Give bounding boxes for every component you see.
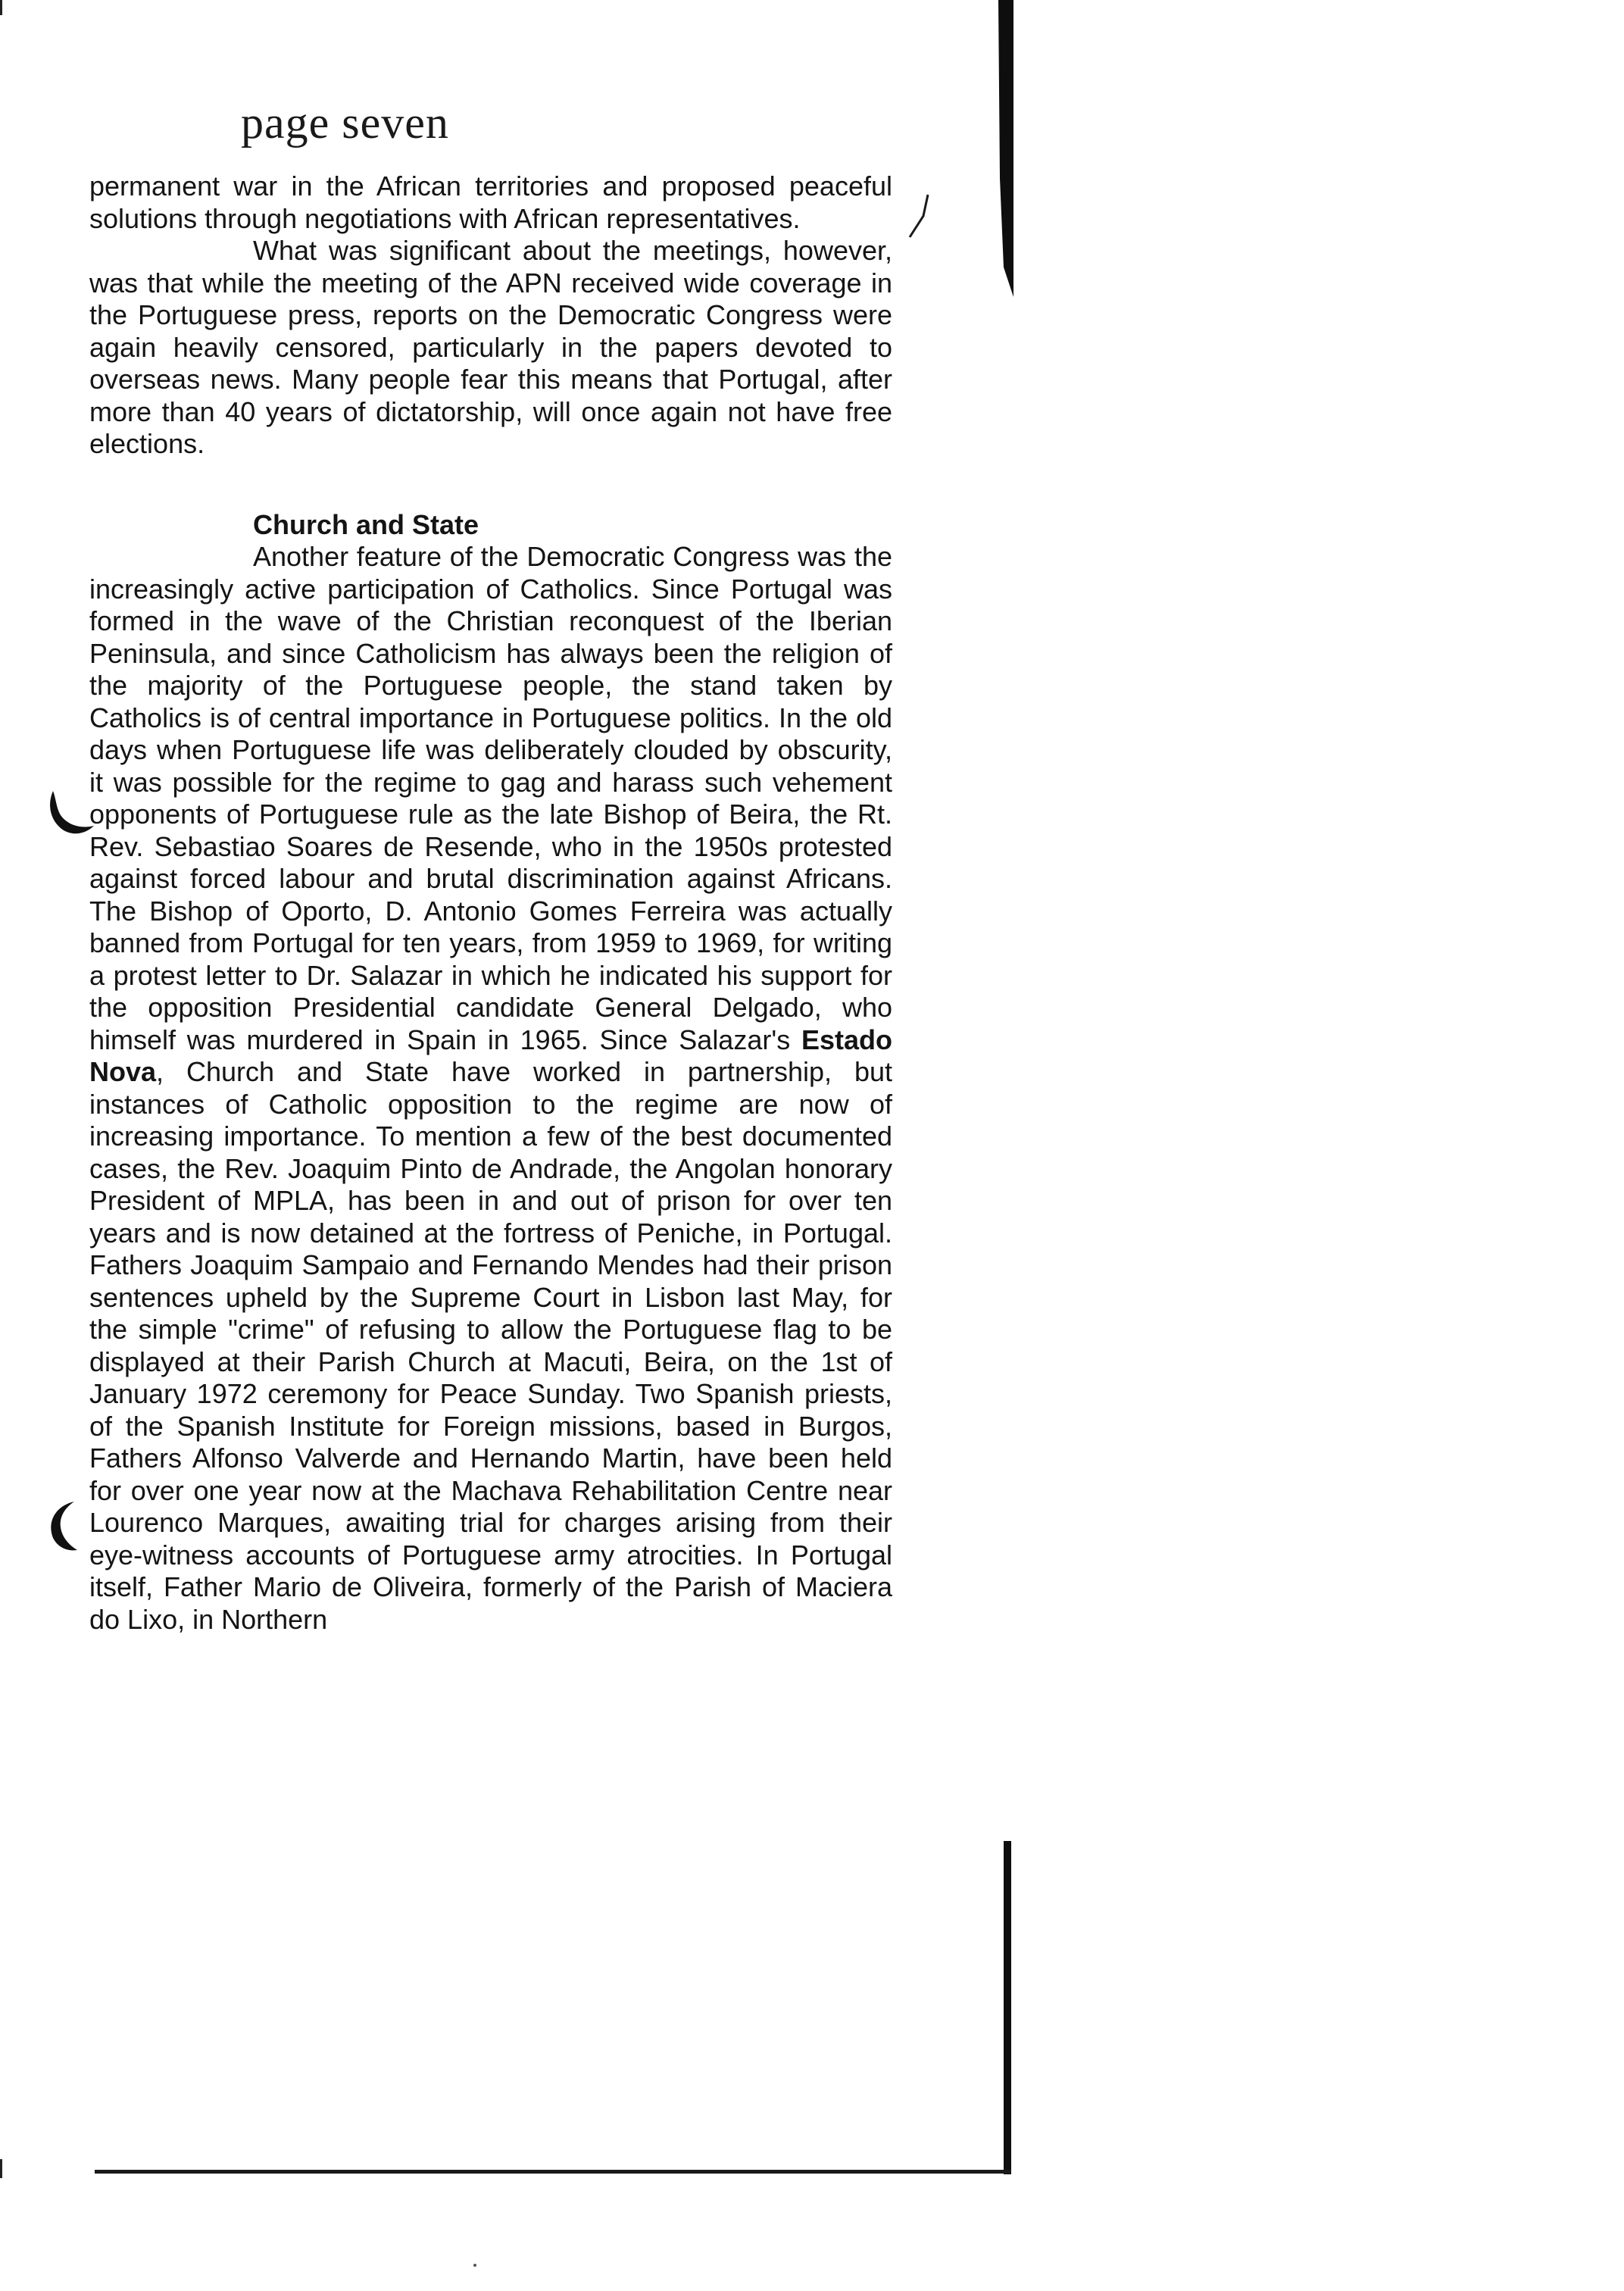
paragraph-text-before-term: Another feature of the Democratic Congress was the increasingly active participation of Catholics. Since Portugal was formed in the wave of the Christian reconquest of the Iberian Peninsula, and since Catholicism has always been the religion of the majority of the Portuguese people, the stand taken by Catholics is of central importance in Portuguese politics. In the old days when Portuguese life was deliberately clouded by obscurity, it was possible for the regime to gag and harass such vehement opponents of Portuguese rule as the late Bishop of Beira, the Rt. Rev. Sebastiao Soares de Resende, who in the 1950s protested against forced labour and brutal discrimination against Africans. The Bishop of Oporto, D. Antonio Gomes Ferreira was actually banned from Portugal for ten years, from 1959 to 1969, for writing a protest letter to Dr. Salazar in which he indicated his support for the opposition Presidential candidate General Delgado, who himself was murdered in Spain in 1965. Since Salazar's xyxy=(89,541,892,1055)
estado-nova-term: Estado Nova xyxy=(89,1024,892,1087)
scan-edge-bar-bottom xyxy=(1004,1841,1011,2174)
binder-hole-mark-upper xyxy=(45,788,98,841)
scan-speck xyxy=(473,2264,476,2267)
margin-slash-mark xyxy=(905,193,932,239)
article-body xyxy=(89,170,892,1636)
paragraph-church-and-state xyxy=(89,541,892,1636)
binder-hole-mark-lower xyxy=(44,1500,97,1553)
page-heading: page seven xyxy=(241,98,449,148)
paragraph-continuation: permanent war in the African territories and proposed peaceful solutions through negotiations with African representatives. xyxy=(89,170,892,234)
section-heading: Church and State xyxy=(253,508,479,540)
scan-edge-bar-top xyxy=(998,0,1013,297)
paragraph-text-after-term: , Church and State have worked in partnership, but instances of Catholic opposition to the regime are now of increasing importance. To mention a few of the best documented cases, the Rev. Joaquim Pinto de Andrade, the Angolan honorary President of MPLA, has been in and out of prison for over ten years and is now detained at the fortress of Peniche, in Portugal. Fathers Joaquim Sampaio and Fernando Mendes had their prison sentences upheld by the Supreme Court in Lisbon last May, for the simple "crime" of refusing to allow the Portuguese flag to be displayed at their Parish Church at Macuti, Beira, on the 1st of January 1972 ceremony for Peace Sunday. Two Spanish priests, of the Spanish Institute for Foreign missions, based in Burgos, Fathers Alfonso Valverde and Hernando Martin, have been held for over one year now at the Machava Rehabilitation Centre near Lourenco Marques, awaiting trial for charges arising from their eye-witness accounts of Portuguese army atrocities. In Portugal itself, Father Mario de Oliveira, formerly of the Parish of Maciera do Lixo, in Northern xyxy=(89,1056,892,1635)
bottom-rule xyxy=(95,2170,1011,2174)
scan-edge-mark-top xyxy=(0,0,2,15)
scan-edge-mark-bottom xyxy=(0,2159,2,2178)
paragraph-meetings: What was significant about the meetings, however, was that while the meeting of the APN received wide coverage in the Portuguese press, reports on the Democratic Congress were again heavily censored, particularly in the papers devoted to overseas news. Many people fear this means that Portugal, after more than 40 years of dictatorship, will once again not have free elections. xyxy=(89,235,892,459)
